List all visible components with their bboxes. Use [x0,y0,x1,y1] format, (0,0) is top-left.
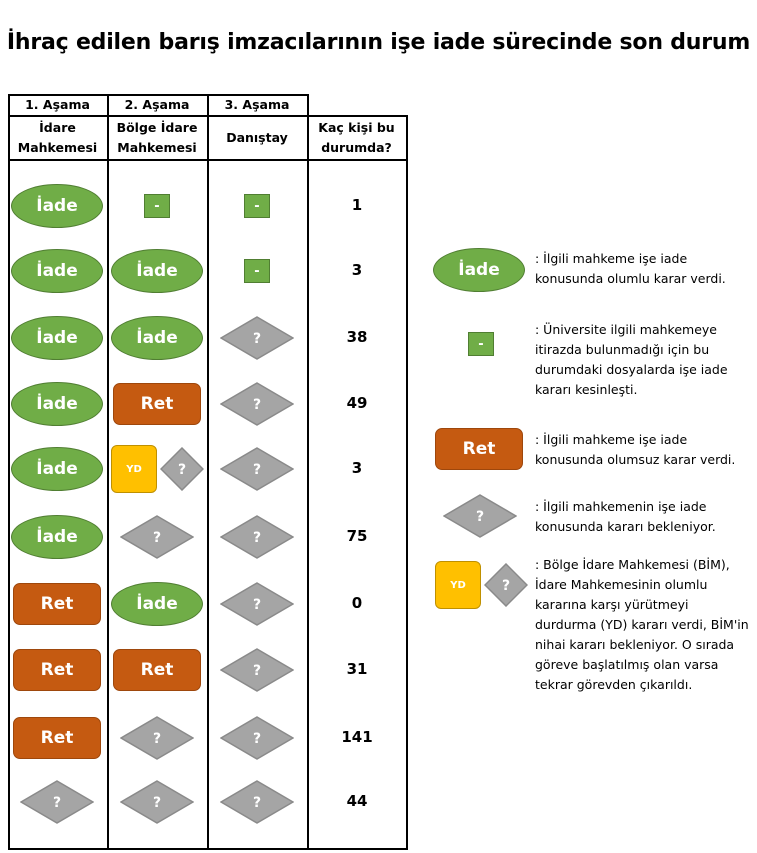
ret-box-icon: Ret [113,383,201,425]
svg-text:?: ? [252,663,262,679]
iade-oval-icon: İade [433,248,525,292]
yd-box-icon: YD [435,561,481,609]
svg-text:?: ? [152,530,162,546]
count-cell: 141 [341,728,373,746]
iade-oval-icon: İade [111,582,203,626]
count-cell: 38 [346,328,368,346]
pending-diamond-icon [220,780,294,824]
legend-text: : İlgili mahkemenin işe iade konusunda kararı bekleniyor. [535,499,716,534]
table-column-border [8,94,10,848]
pending-diamond-icon [120,780,194,824]
svg-text:?: ? [152,731,162,747]
legend-text: : İlgili mahkeme işe iade konusunda olumsuz karar verdi. [535,432,736,467]
iade-oval-icon: İade [11,515,103,559]
svg-text:?: ? [252,331,262,347]
yd-box-icon: YD [111,445,157,493]
table-row-border [8,159,408,161]
column-header: Kaç kişi bu durumda? [318,120,395,155]
svg-text:?: ? [177,462,187,478]
ret-box-icon: Ret [13,717,101,759]
svg-text:?: ? [501,578,511,594]
stage-header: 3. Aşama [224,97,290,112]
count-cell: 31 [346,660,368,678]
pending-diamond-icon [220,582,294,626]
ret-box-icon: Ret [435,428,523,470]
pending-diamond-icon [220,316,294,360]
svg-text:?: ? [152,795,162,811]
table-column-border [107,94,109,848]
pending-diamond-icon [220,648,294,692]
page-title: İhraç edilen barış imzacılarının işe iade sürecinde son durum [6,30,751,55]
pending-diamond-icon [220,515,294,559]
iade-oval-icon: İade [11,447,103,491]
ret-box-icon: Ret [113,649,201,691]
legend-text: : Bölge İdare Mahkemesi (BİM), İdare Mahkemesinin olumlu kararına karşı yürütmeyi durdurma (YD) kararı verdi, BİM'in nihai kararı bekleniyor. O sırada göreve başlatılmış olan varsa tekrar görevden çıkarıldı. [535,557,749,692]
iade-oval-icon: İade [11,184,103,228]
pending-diamond-icon [443,494,517,538]
iade-oval-icon: İade [111,316,203,360]
ret-box-icon: Ret [13,583,101,625]
pending-diamond-icon [220,447,294,491]
dash-square-icon: - [244,194,270,218]
column-header: Bölge İdare Mahkemesi [116,120,198,155]
svg-text:?: ? [475,509,485,525]
iade-oval-icon: İade [11,382,103,426]
count-cell: 0 [351,594,363,612]
stage-header: 2. Aşama [124,97,190,112]
pending-diamond-icon [220,382,294,426]
column-header: İdare Mahkemesi [17,120,98,155]
legend-text: : İlgili mahkeme işe iade konusunda olumlu karar verdi. [535,251,726,286]
count-cell: 3 [351,261,363,279]
table-row-border [8,848,408,850]
svg-text:?: ? [252,731,262,747]
column-header: Danıştay [226,130,288,145]
ret-box-icon: Ret [13,649,101,691]
iade-oval-icon: İade [11,316,103,360]
stage-header: 1. Aşama [25,97,90,112]
svg-text:?: ? [252,397,262,413]
pending-diamond-icon [160,447,204,491]
svg-text:?: ? [52,795,62,811]
count-cell: 3 [351,459,363,477]
dash-square-icon: - [144,194,170,218]
legend-text: : Üniversite ilgili mahkemeye itirazda bulunmadığı için bu durumdaki dosyalarda işe iade kararı kesinleşti. [535,322,728,397]
dash-square-icon: - [244,259,270,283]
count-cell: 1 [351,196,363,214]
svg-text:?: ? [252,462,262,478]
count-cell: 49 [346,394,368,412]
pending-diamond-icon [20,780,94,824]
pending-diamond-icon [484,563,528,607]
pending-diamond-icon [120,515,194,559]
count-cell: 44 [346,792,368,810]
table-column-border [207,94,209,848]
count-cell: 75 [346,527,368,545]
svg-text:?: ? [252,795,262,811]
iade-oval-icon: İade [111,249,203,293]
pending-diamond-icon [120,716,194,760]
dash-square-icon: - [468,332,494,356]
svg-text:?: ? [252,597,262,613]
iade-oval-icon: İade [11,249,103,293]
svg-text:?: ? [252,530,262,546]
pending-diamond-icon [220,716,294,760]
